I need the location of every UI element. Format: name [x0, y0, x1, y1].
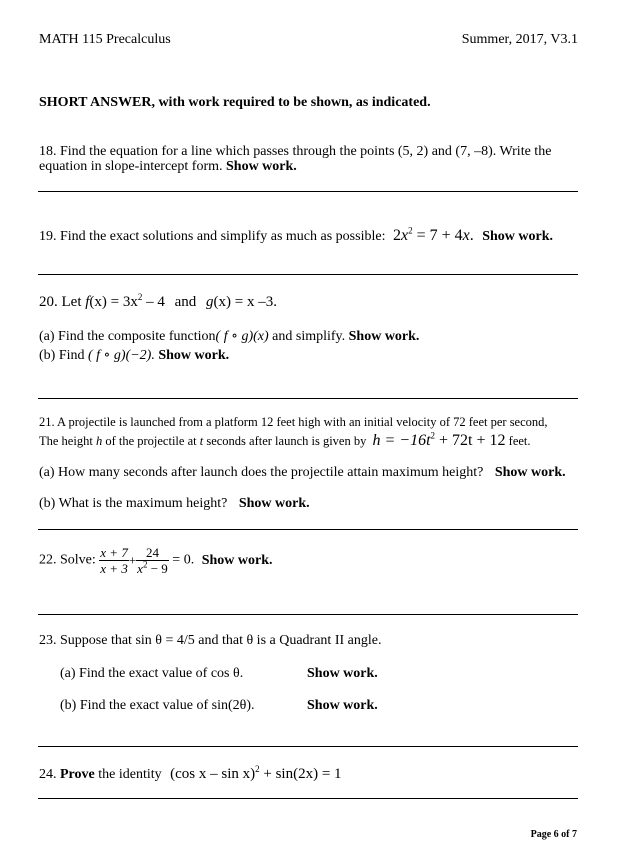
- fraction-1: $\frac{x + 7}{x + 3}$: [100, 545, 128, 576]
- show-work-label: Show work.: [482, 229, 554, 244]
- q21-part-a: (a) How many seconds after launch does the projectile attain maximum height? Show work.: [39, 465, 566, 480]
- q19-equation: $2x^2 = 7 + 4x$.: [392, 225, 474, 244]
- q18-line1: 18. Find the equation for a line which passes through the points (5, 2) and (7, –8). Write the: [39, 144, 552, 159]
- show-work-label: Show work.: [348, 329, 420, 344]
- show-work-label: Show work.: [238, 496, 310, 511]
- q23-line1: 23. Suppose that sin θ = 4/5 and that θ is a Quadrant II angle.: [39, 633, 382, 648]
- q20-part-a: (a) Find the composite function( f ∘ g)(x) and simplify. Show work.: [39, 329, 420, 344]
- q24-identity: (cos x – sin x)$^2$ + sin(2x) = 1: [170, 764, 342, 782]
- page-number: Page 6 of 7: [530, 829, 577, 840]
- answer-rule: [38, 274, 578, 275]
- answer-rule: [38, 529, 578, 530]
- question-19: 19. Find the exact solutions and simplify as much as possible: $2x^2 = 7 + 4x$. Show work.: [39, 225, 554, 244]
- question-20: 20. Let $f(x) = 3x^2 - 4$ and g(x) = x –3.: [39, 292, 277, 310]
- question-24: 24. Prove the identity (cos x – sin x)$^2$ + sin(2x) = 1: [39, 764, 342, 782]
- q23-part-b: (b) Find the exact value of sin(2θ).: [60, 698, 255, 713]
- q21-part-b: (b) What is the maximum height? Show work.: [39, 496, 310, 511]
- answer-rule: [38, 746, 578, 747]
- show-work-label: Show work.: [226, 159, 297, 174]
- answer-rule: [38, 798, 578, 799]
- question-22: 22. Solve: $\frac{x + 7}{x + 3}$ + $\frac{24}{x^2 - 9}$ = 0. Show work.: [39, 545, 273, 576]
- q18-line2: equation in slope-intercept form. Show work.: [39, 159, 297, 174]
- answer-rule: [38, 191, 578, 192]
- show-work-label: Show work.: [307, 698, 378, 713]
- show-work-label: Show work.: [307, 666, 378, 681]
- term-version: Summer, 2017, V3.1: [461, 32, 578, 47]
- course-title: MATH 115 Precalculus: [39, 32, 171, 47]
- q21-line2: The height h of the projectile at t seconds after launch is given by $h = -16t^2 + 72t + 12$ feet.: [39, 430, 531, 449]
- section-title: SHORT ANSWER, with work required to be shown, as indicated.: [39, 95, 431, 110]
- answer-rule: [38, 614, 578, 615]
- q20-part-b: (b) Find ( f ∘ g)(−2). Show work.: [39, 348, 230, 363]
- fraction-2: $\frac{24}{x^2 - 9}$: [137, 545, 168, 576]
- show-work-label: Show work.: [158, 348, 230, 363]
- q23-part-a: (a) Find the exact value of cos θ.: [60, 666, 244, 681]
- answer-rule: [38, 398, 578, 399]
- show-work-label: Show work.: [201, 552, 273, 568]
- q21-line1: 21. A projectile is launched from a platform 12 feet high with an initial velocity of 72 feet per second,: [39, 415, 548, 429]
- show-work-label: Show work.: [494, 465, 566, 480]
- q21-equation: $h = -16t^2 + 72t + 12$: [372, 430, 506, 449]
